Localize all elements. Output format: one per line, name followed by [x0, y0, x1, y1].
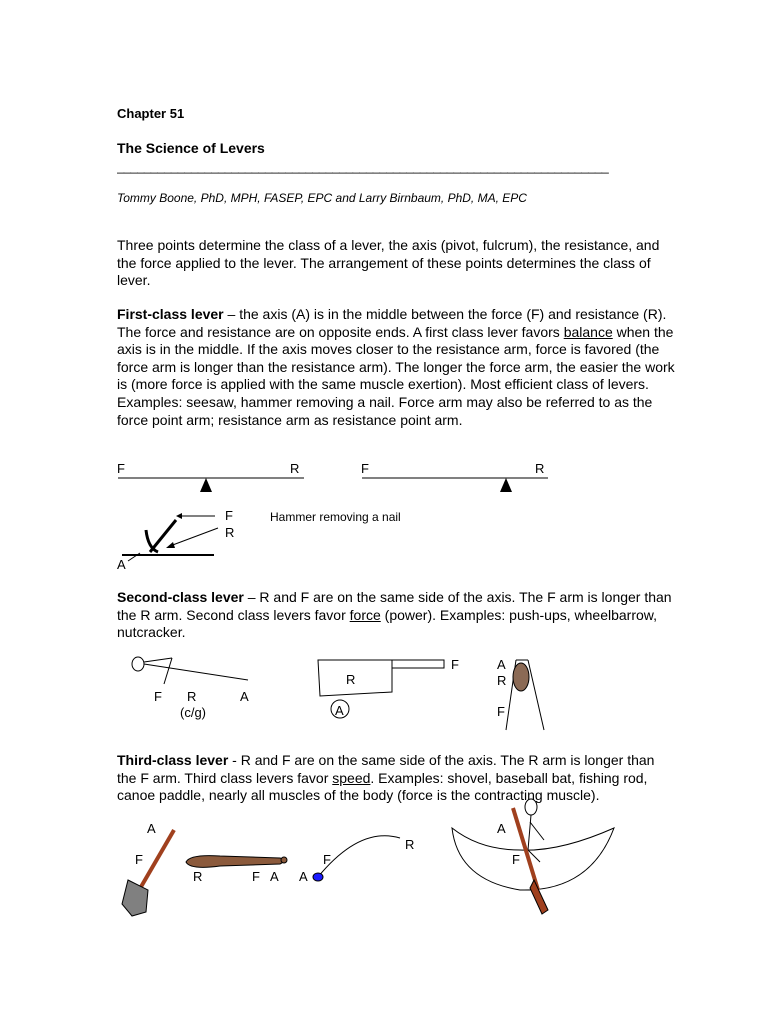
nutcracker-diagram — [506, 660, 544, 730]
first-class-lever-2 — [362, 478, 548, 492]
lever1-r-label: R — [290, 461, 300, 476]
hammer-r-label: R — [225, 525, 235, 540]
first-class-text-b: when the axis is in the middle. If the axis moves closer to the resistance arm, force is favored (the force arm is longer than the resistance arm). The longer the force arm, the easier the work is (more force is applied with the same muscle exertion). Most efficient class of levers. Examples: seesaw, hammer removing a nail. Force arm may also be referred to as the force point arm; resistance arm as resistance point arm. — [117, 323, 675, 428]
second-class-text-a: – R and F are on the same side of the axis. The F arm is longer than the R arm. Second class levers favor — [117, 589, 672, 623]
third-class-text-b: . Examples: shovel, baseball bat, fishing rod, canoe paddle, nearly all muscles of the body (force is the contracting muscle). — [117, 769, 648, 804]
hammer-caption: Hammer removing a nail — [270, 510, 401, 524]
bat-diagram — [186, 856, 287, 868]
page-title: The Science of Levers — [117, 140, 265, 156]
hammer-diagram — [122, 513, 218, 561]
third-class-heading: Third-class lever — [117, 752, 229, 768]
second-class-emphasis: force — [349, 606, 381, 623]
wheelbarrow-r-label: R — [346, 672, 356, 687]
shovel-f-label: F — [135, 852, 143, 867]
intro-paragraph: Three points determine the class of a lever, the axis (pivot, fulcrum), the resistance, and the force applied to the lever. The arrangement of these points determines the class of lever. — [117, 237, 660, 289]
third-class-text-a: - R and F are on the same side of the axis. The R arm is longer than the F arm. Third class levers favor — [117, 752, 655, 786]
nutcracker-f-label: F — [497, 704, 505, 719]
canoe-f-label: F — [512, 852, 520, 867]
rod-f-label: F — [323, 852, 331, 867]
lever1-f-label: F — [117, 461, 125, 476]
canoe-diagram — [452, 799, 614, 914]
hammer-a-label: A — [117, 557, 126, 572]
second-class-heading: Second-class lever — [117, 589, 244, 605]
wheelbarrow-f-label: F — [451, 657, 459, 672]
shovel-a-label: A — [147, 821, 156, 836]
canoe-a-label: A — [497, 821, 506, 836]
bat-icon — [186, 856, 284, 868]
first-class-heading: First-class lever — [117, 306, 224, 322]
canoe-icon — [452, 828, 614, 890]
paddler-head-icon — [525, 799, 537, 815]
nutcracker-a-label: A — [497, 657, 506, 672]
pushup-a-label: A — [240, 689, 249, 704]
nut-icon — [513, 663, 529, 691]
shovel-diagram — [122, 830, 174, 916]
authors-line: Tommy Boone, PhD, MPH, FASEP, EPC and Larry Birnbaum, PhD, MA, EPC — [117, 191, 527, 205]
hammer-f-label: F — [225, 508, 233, 523]
first-class-lever-1 — [118, 478, 304, 492]
lever2-r-label: R — [535, 461, 545, 476]
lever2-f-label: F — [361, 461, 369, 476]
wheelbarrow-a-label: A — [335, 703, 344, 718]
rod-r-label: R — [405, 837, 415, 852]
pushup-r-label: R — [187, 689, 197, 704]
second-class-text-b: (power). Examples: push-ups, wheelbarrow, nutcracker. — [117, 606, 658, 641]
fulcrum-icon — [500, 478, 512, 492]
head-icon — [132, 657, 144, 671]
third-class-emphasis: speed — [332, 769, 371, 786]
rod-a-label: A — [299, 869, 308, 884]
bat-r-label: R — [193, 869, 203, 884]
pushup-f-label: F — [154, 689, 162, 704]
first-class-text-a: – the axis (A) is in the middle between the force (F) and resistance (R). The force and resistance are on opposite ends. A first class lever favors — [117, 306, 667, 340]
paddle-icon — [530, 880, 548, 914]
fulcrum-icon — [200, 478, 212, 492]
pushup-cg-label: (c/g) — [180, 705, 206, 720]
pushup-diagram — [132, 657, 248, 684]
bat-a-label: A — [270, 869, 279, 884]
reel-icon — [313, 873, 323, 881]
nutcracker-r-label: R — [497, 673, 507, 688]
bat-f-label: F — [252, 869, 260, 884]
first-class-emphasis: balance — [563, 323, 613, 340]
chapter-label: Chapter 51 — [117, 106, 185, 121]
title-underline: _________________________________________________________________________ — [117, 159, 609, 174]
